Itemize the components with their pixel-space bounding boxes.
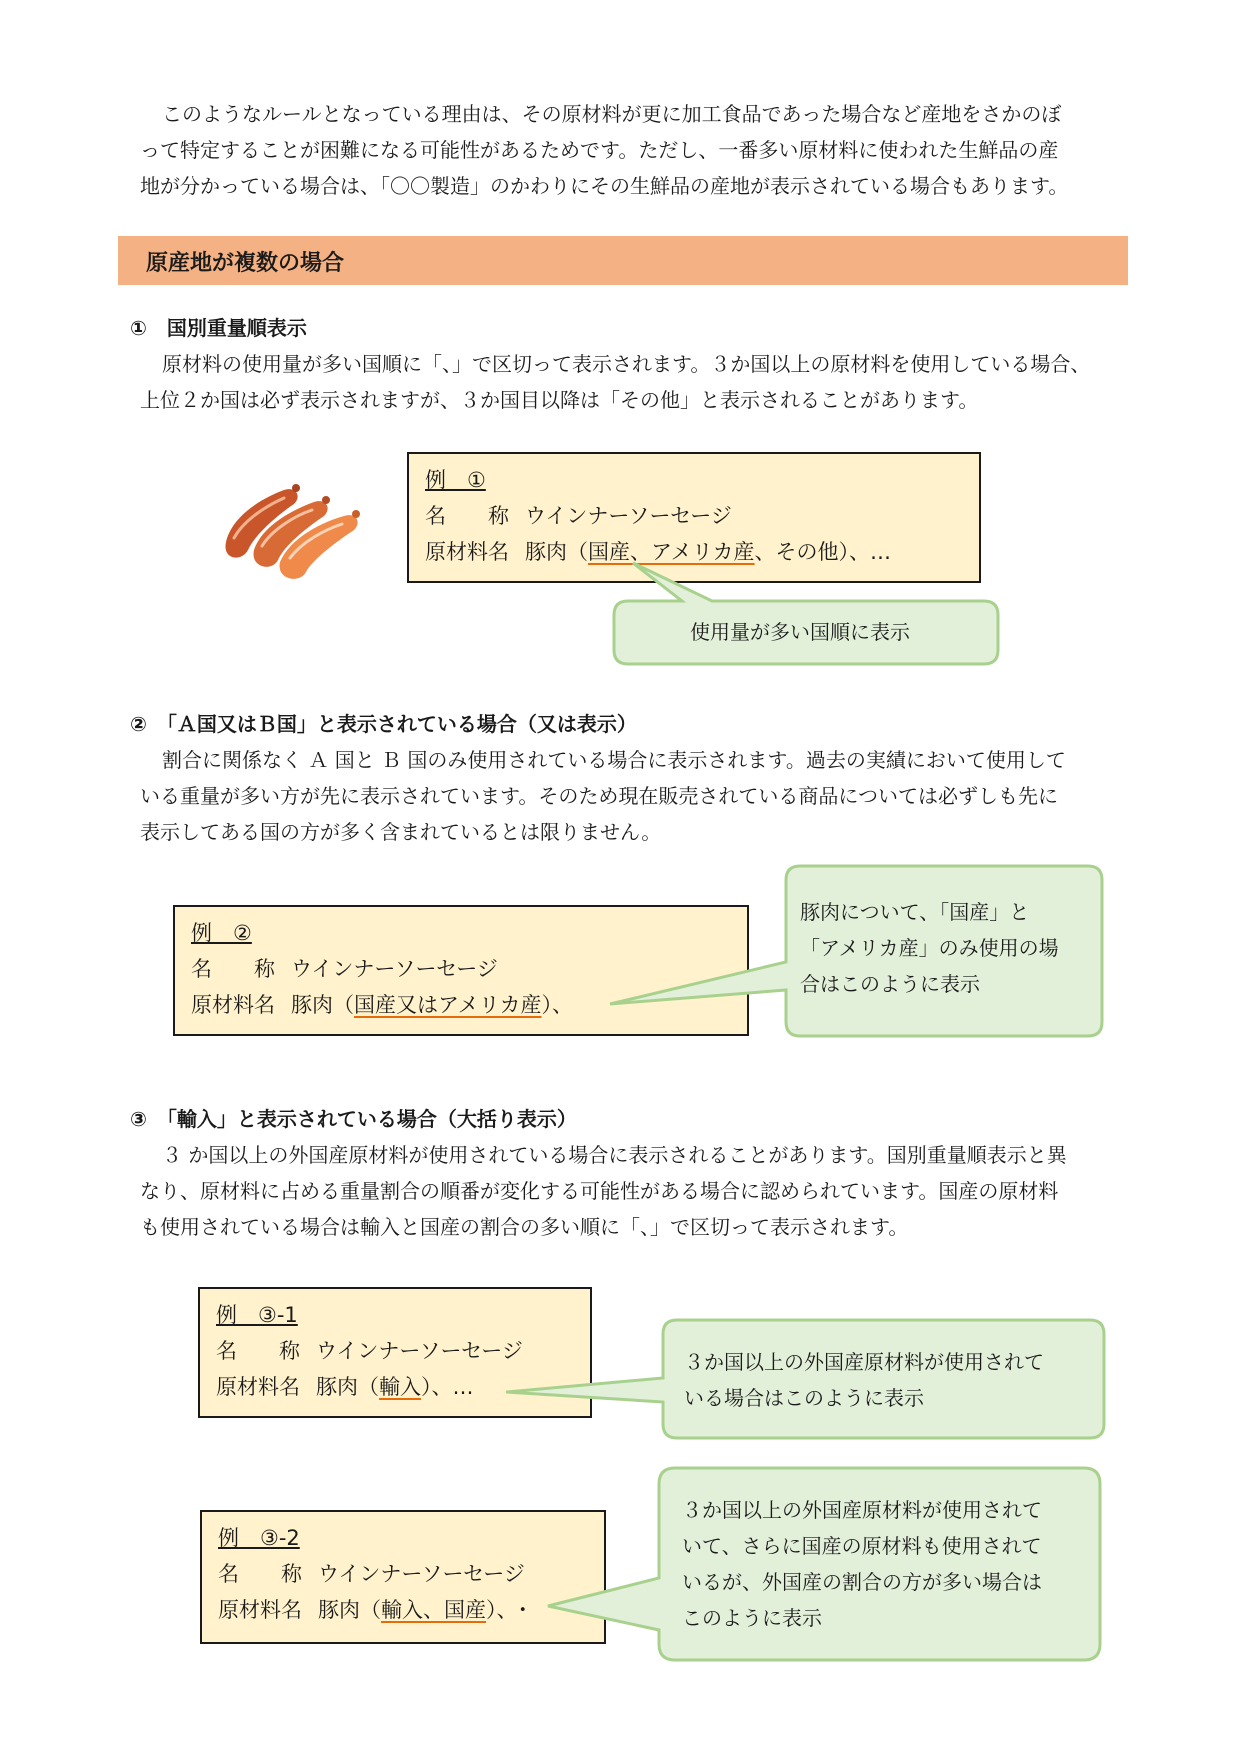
callout-line: いて、さらに国産の原材料も使用されて	[682, 1534, 1042, 1558]
ingredient-suffix: ）、	[541, 993, 574, 1017]
callout-line: 「アメリカ産」のみ使用の場	[800, 936, 1059, 960]
ingredient-prefix: 豚肉（	[525, 540, 588, 564]
callout-line: ３か国以上の外国産原材料が使用されて	[684, 1350, 1044, 1374]
section-title: 原産地が複数の場合	[146, 251, 345, 276]
item2-line: 割合に関係なく Ａ 国と Ｂ 国のみ使用されている場合に表示されます。過去の実績において使用して	[162, 748, 1066, 772]
name-value: ウインナーソーセージ	[318, 1562, 525, 1586]
item1-line: 原材料の使用量が多い国順に「、」で区切って表示されます。３か国以上の原材料を使用している場合、	[162, 352, 1091, 376]
ingredient-key: 原材料名	[216, 1375, 300, 1399]
ingredient-highlight: 国産、アメリカ産	[588, 540, 755, 564]
callout-text-1: 使用量が多い国順に表示	[690, 620, 910, 644]
item2-heading: ② 「Ａ国又はＢ国」と表示されている場合（又は表示）	[130, 712, 637, 736]
item1-heading: ① 国別重量順表示	[130, 316, 307, 340]
name-value: ウインナーソーセージ	[525, 504, 732, 528]
intro-line: このようなルールとなっている理由は、その原材料が更に加工食品であった場合など産地をさかのぼ	[162, 102, 1062, 126]
callout-line: いる場合はこのように表示	[684, 1386, 924, 1410]
ingredient-suffix: ）、･	[486, 1598, 528, 1622]
intro-line: 地が分かっている場合は、「〇〇製造」のかわりにその生鮮品の産地が表示されている場合もあります。	[140, 174, 1069, 198]
callout-line: このように表示	[682, 1606, 822, 1630]
callout-line: 合はこのように表示	[800, 972, 980, 996]
ingredient-prefix: 豚肉（	[291, 993, 354, 1017]
ingredient-key: 原材料名	[191, 993, 275, 1017]
example-label: 例 ②	[191, 921, 252, 945]
example-label: 例 ①	[425, 468, 486, 492]
item2-line: いる重量が多い方が先に表示されています。そのため現在販売されている商品については必ずしも先に	[140, 784, 1058, 808]
name-key: 名 称	[216, 1339, 300, 1363]
item3-line: なり、原材料に占める重量割合の順番が変化する可能性がある場合に認められています。国産の原材料	[140, 1179, 1059, 1203]
ingredient-key: 原材料名	[218, 1598, 302, 1622]
ingredient-prefix: 豚肉（	[316, 1375, 379, 1399]
item3-heading: ③ 「輸入」と表示されている場合（大括り表示）	[130, 1107, 577, 1131]
callout-text-3-2	[682, 1492, 1042, 1636]
ingredient-key: 原材料名	[425, 540, 509, 564]
name-value: ウインナーソーセージ	[316, 1339, 523, 1363]
example-label: 例 ③-1	[216, 1303, 298, 1327]
callout-line: 豚肉について、「国産」と	[800, 900, 1030, 924]
name-key: 名 称	[425, 504, 509, 528]
example-label: 例 ③-2	[218, 1526, 300, 1550]
item2-line: 表示してある国の方が多く含まれているとは限りません。	[140, 820, 662, 844]
name-key: 名 称	[218, 1562, 302, 1586]
ingredient-suffix: ）、…	[421, 1375, 474, 1399]
name-value: ウインナーソーセージ	[291, 957, 498, 981]
ingredient-highlight: 輸入、国産	[381, 1598, 486, 1622]
ingredient-prefix: 豚肉（	[318, 1598, 381, 1622]
callout-line: ３か国以上の外国産原材料が使用されて	[682, 1498, 1042, 1522]
ingredient-highlight: 国産又はアメリカ産	[354, 993, 542, 1017]
item3-line: ３ か国以上の外国産原材料が使用されている場合に表示されることがあります。国別重量順表示と異	[162, 1143, 1067, 1167]
callout-line: いるが、外国産の割合の方が多い場合は	[682, 1570, 1042, 1594]
item1-line: 上位２か国は必ず表示されますが、３か国目以降は「その他」と表示されることがあります。	[140, 388, 979, 412]
ingredient-suffix: 、その他）、…	[754, 540, 892, 564]
intro-line: って特定することが困難になる可能性があるためです。ただし、一番多い原材料に使われた生鮮品の産	[140, 138, 1059, 162]
ingredient-highlight: 輸入	[379, 1375, 421, 1399]
name-key: 名 称	[191, 957, 275, 981]
item3-line: も使用されている場合は輸入と国産の割合の多い順に「、」で区切って表示されます。	[140, 1215, 909, 1239]
